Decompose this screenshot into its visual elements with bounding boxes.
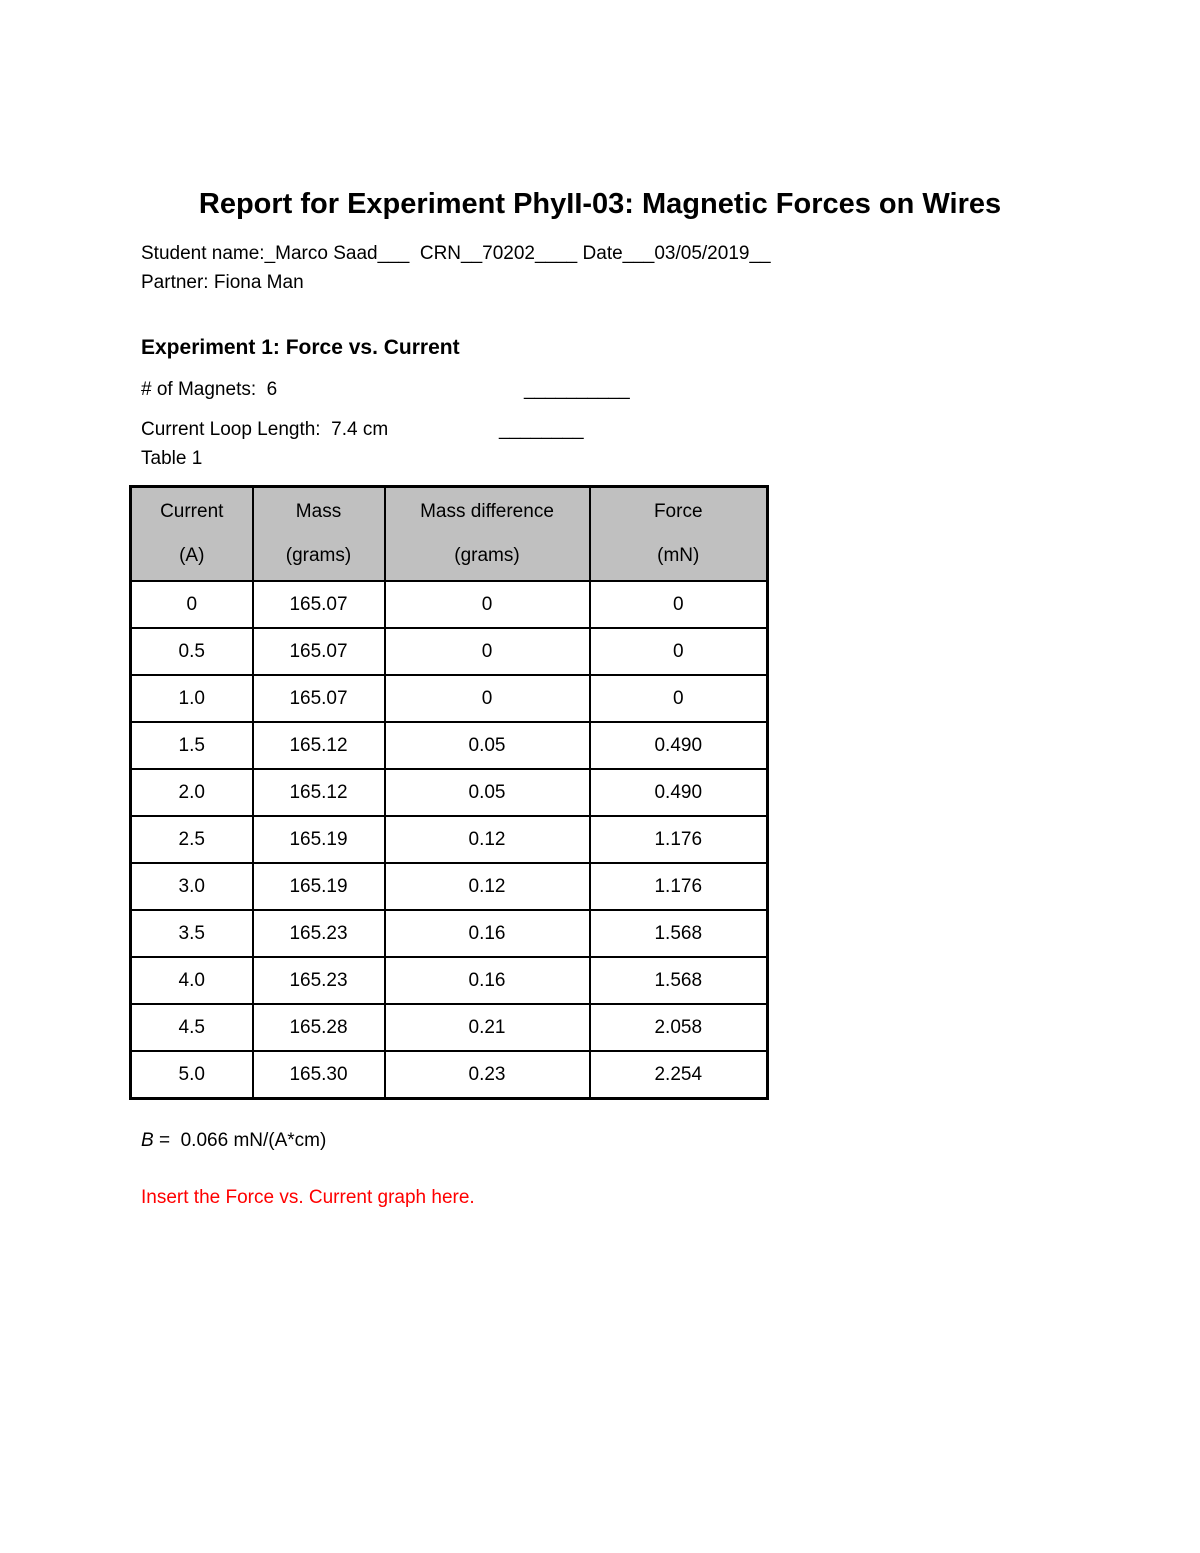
table-header-row	[131, 487, 768, 582]
header-current	[131, 487, 253, 582]
header-mass-difference	[385, 487, 590, 582]
loop-length-label: Current Loop Length: 7.4 cm	[141, 419, 389, 440]
header-mass-difference-label: Mass difference	[420, 501, 554, 522]
experiment-heading: Experiment 1: Force vs. Current	[141, 336, 460, 359]
mass-difference-cell: 0.21	[385, 1004, 590, 1051]
table-row	[131, 581, 768, 628]
mass-cell: 165.12	[253, 769, 385, 816]
table-row	[131, 675, 768, 722]
table-row	[131, 1004, 768, 1051]
table-row	[131, 816, 768, 863]
force-cell: 1.568	[590, 957, 768, 1004]
force-cell: 2.058	[590, 1004, 768, 1051]
current-cell: 3.5	[131, 910, 253, 957]
force-cell: 0	[590, 675, 768, 722]
force-cell: 1.568	[590, 910, 768, 957]
mass-difference-cell: 0.05	[385, 769, 590, 816]
mass-cell: 165.30	[253, 1051, 385, 1099]
header-force-label: Force	[653, 501, 703, 522]
mass-difference-cell: 0.16	[385, 910, 590, 957]
partner-line: Partner: Fiona Man	[141, 272, 304, 293]
mass-cell: 165.07	[253, 628, 385, 675]
current-cell: 4.5	[131, 1004, 253, 1051]
graph-placeholder-note: Insert the Force vs. Current graph here.	[141, 1187, 475, 1208]
current-cell: 1.5	[131, 722, 253, 769]
header-force	[590, 487, 768, 582]
current-cell: 2.5	[131, 816, 253, 863]
mass-difference-cell: 0.23	[385, 1051, 590, 1099]
current-cell: 5.0	[131, 1051, 253, 1099]
mass-difference-cell: 0	[385, 628, 590, 675]
current-cell: 1.0	[131, 675, 253, 722]
force-cell: 1.176	[590, 816, 768, 863]
mass-difference-cell: 0.12	[385, 863, 590, 910]
force-cell: 1.176	[590, 863, 768, 910]
current-cell: 0	[131, 581, 253, 628]
data-table	[129, 485, 769, 1100]
magnetic-field-result	[141, 1130, 326, 1152]
page-title: Report for Experiment PhyII-03: Magnetic Forces on Wires	[198, 188, 1002, 220]
force-cell: 0	[590, 628, 768, 675]
mass-difference-cell: 0	[385, 581, 590, 628]
mass-cell: 165.19	[253, 816, 385, 863]
table-row	[131, 722, 768, 769]
table-row	[131, 769, 768, 816]
mass-cell: 165.23	[253, 910, 385, 957]
header-mass-difference-unit: (grams)	[454, 545, 520, 566]
mass-difference-cell: 0.05	[385, 722, 590, 769]
student-info-line: Student name:_Marco Saad___ CRN__70202____ Date___03/05/2019__	[141, 243, 771, 264]
b-symbol: B	[141, 1130, 154, 1151]
loop-length-blank: ________	[499, 419, 584, 440]
table-caption: Table 1	[141, 448, 203, 469]
mass-cell: 165.12	[253, 722, 385, 769]
b-value: = 0.066 mN/(A*cm)	[153, 1130, 327, 1151]
mass-difference-cell: 0.16	[385, 957, 590, 1004]
header-force-unit: (mN)	[657, 545, 700, 566]
mass-cell: 165.07	[253, 675, 385, 722]
current-cell: 3.0	[131, 863, 253, 910]
header-mass-label: Mass	[295, 501, 342, 522]
current-cell: 4.0	[131, 957, 253, 1004]
table-row	[131, 957, 768, 1004]
magnets-blank: __________	[524, 379, 630, 400]
mass-cell: 165.28	[253, 1004, 385, 1051]
mass-cell: 165.23	[253, 957, 385, 1004]
current-cell: 2.0	[131, 769, 253, 816]
force-cell: 2.254	[590, 1051, 768, 1099]
mass-cell: 165.19	[253, 863, 385, 910]
force-cell: 0.490	[590, 769, 768, 816]
mass-difference-cell: 0.12	[385, 816, 590, 863]
magnets-label: # of Magnets: 6	[141, 379, 278, 400]
header-mass	[253, 487, 385, 582]
header-current-label: Current	[160, 501, 224, 522]
table-row	[131, 863, 768, 910]
force-cell: 0	[590, 581, 768, 628]
current-cell: 0.5	[131, 628, 253, 675]
mass-difference-cell: 0	[385, 675, 590, 722]
table-row	[131, 910, 768, 957]
header-current-unit: (A)	[179, 545, 205, 566]
table-body	[131, 581, 768, 1099]
mass-cell: 165.07	[253, 581, 385, 628]
force-cell: 0.490	[590, 722, 768, 769]
table-row	[131, 628, 768, 675]
header-mass-unit: (grams)	[285, 545, 352, 566]
table-row	[131, 1051, 768, 1099]
